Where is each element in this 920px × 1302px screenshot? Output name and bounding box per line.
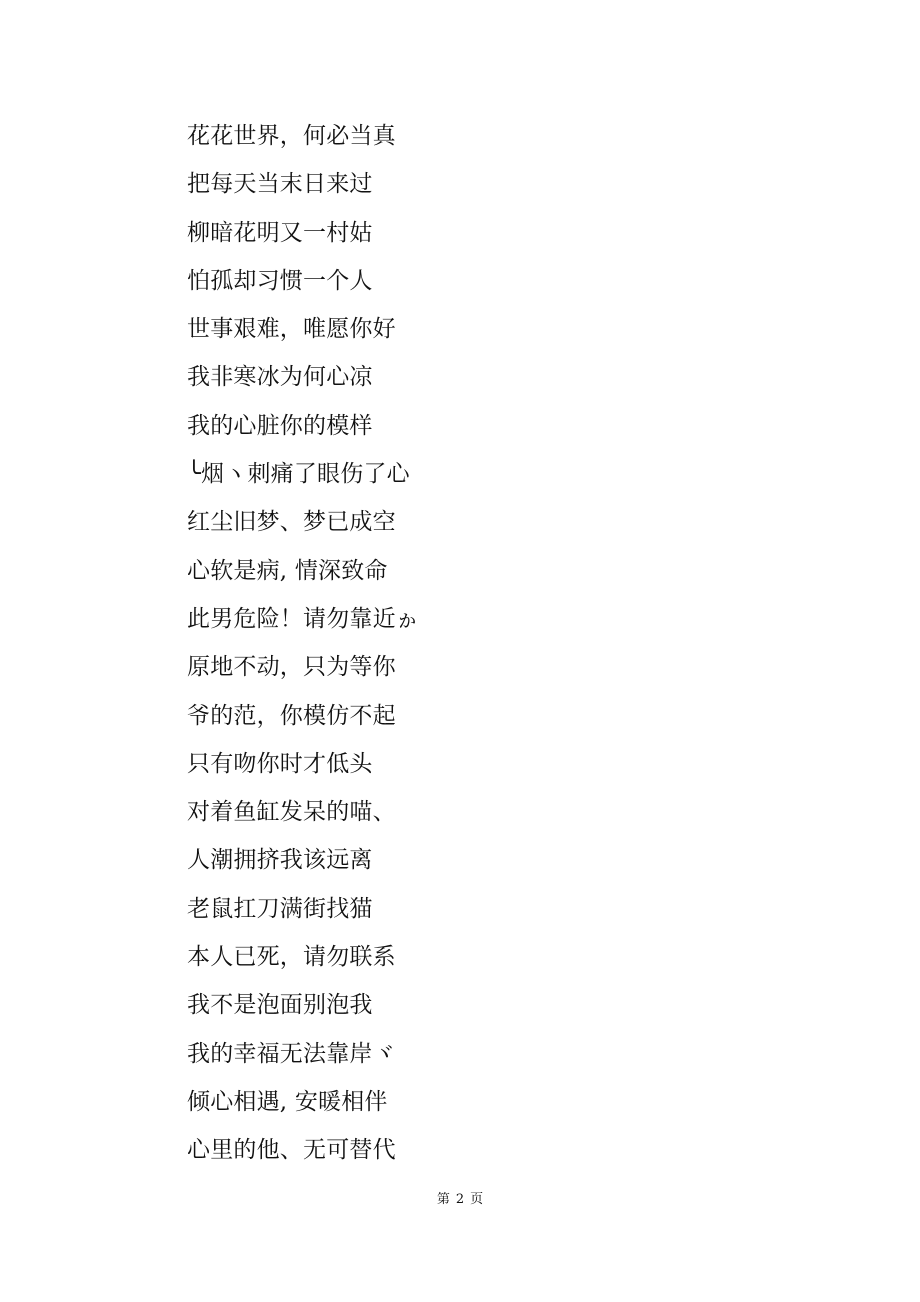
page-number: 2 (455, 1192, 465, 1207)
text-line: 怕孤却习惯一个人 (187, 267, 373, 294)
text-line: 柳暗花明又一村姑 (187, 219, 373, 246)
text-line: 红尘旧梦、梦已成空 (187, 509, 396, 536)
text-line: 本人已死，请勿联系 (187, 944, 396, 971)
text-line: 我非寒冰为何心凉 (187, 364, 373, 391)
text-line: 我的心脏你的模样 (187, 412, 373, 439)
text-line: 原地不动，只为等你 (187, 654, 396, 681)
text-line: 世事艰难，唯愿你好 (187, 316, 396, 343)
text-line: 花花世界，何必当真 (187, 123, 396, 149)
text-line: 我的幸福无法靠岸ヾ (187, 1040, 396, 1067)
text-line: 老鼠扛刀满街找猫 (187, 895, 373, 922)
text-line: ╰烟ヽ刺痛了眼伤了心 (187, 461, 410, 488)
text-line: 心软是病, 情深致命 (187, 557, 388, 584)
text-line: 把每天当末日来过 (187, 171, 373, 198)
text-lines (187, 112, 419, 1175)
text-line: 我不是泡面别泡我 (187, 992, 373, 1019)
text-line: 人潮拥挤我该远离 (187, 847, 373, 874)
text-line: 此男危险！请勿靠近ゕ (187, 605, 419, 632)
text-line: 心里的他、无可替代 (187, 1137, 396, 1164)
text-line: 只有吻你时才低头 (187, 750, 373, 777)
text-line: 倾心相遇, 安暖相伴 (187, 1088, 388, 1115)
page-footer (0, 1188, 920, 1212)
page-label-prefix: 第 (436, 1192, 450, 1207)
text-line: 爷的范，你模仿不起 (187, 702, 396, 729)
page-label-suffix: 页 (470, 1192, 484, 1207)
text-line: 对着鱼缸发呆的喵、 (187, 799, 396, 826)
